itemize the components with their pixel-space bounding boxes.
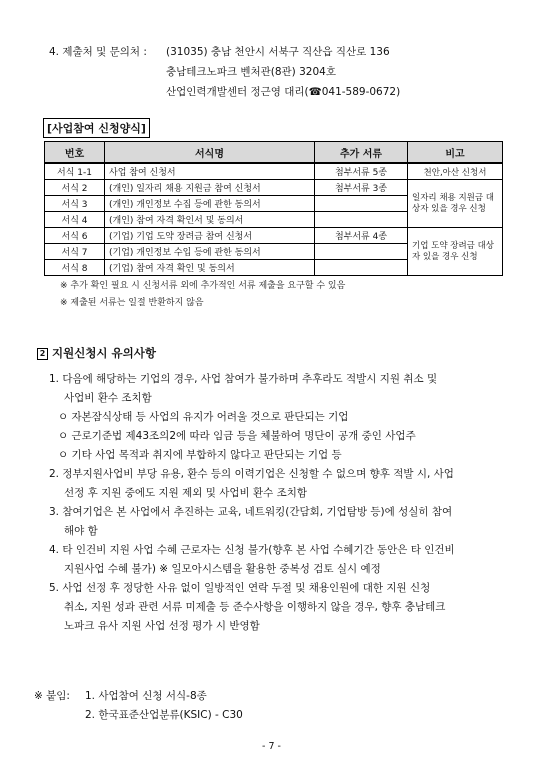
notice-item-5-cont: 노파크 유사 지원 사업 선정 평가 시 반영함 xyxy=(64,620,260,632)
row-form-name: (개인) 참여 자격 확인서 및 동의서 xyxy=(105,212,315,228)
notice-item-4-cont: 지원사업 수혜 불가) ※ 일모아시스템을 활용한 중복성 검토 실시 예정 xyxy=(64,563,381,575)
col-header-number: 번호 xyxy=(45,142,105,164)
attachments-label: ※ 붙임: xyxy=(34,690,70,702)
table-row xyxy=(45,228,503,244)
row-number: 서식 7 xyxy=(45,244,105,260)
row-remarks-group-individual: 일자리 채용 지원금 대상자 있을 경우 신청 xyxy=(408,180,503,228)
row-number: 서식 3 xyxy=(45,196,105,212)
row-remarks-group-company: 기업 도약 장려금 대상자 있을 경우 신청 xyxy=(408,228,503,276)
notice-item-5: 5. 사업 선정 후 정당한 사유 없이 일방적인 연락 두절 및 채용인원에 대한 지원 신청 xyxy=(49,582,431,594)
footnote-no-return: ※ 제출된 서류는 일절 반환하지 않음 xyxy=(60,298,204,308)
contact-label: 4. 제출처 및 문의처 : xyxy=(49,46,147,58)
row-number: 서식 1-1 xyxy=(45,163,105,180)
attachment-item-2: 2. 한국표준산업분류(KSIC) - C30 xyxy=(85,709,243,721)
page-number: - 7 - xyxy=(262,741,281,752)
notice-item-1: 1. 다음에 해당하는 기업의 경우, 사업 참여가 불가하며 추후라도 적발시 지원 취소 및 xyxy=(49,373,438,385)
forms-table xyxy=(44,141,503,276)
notice-item-2-cont: 선정 후 지원 중에도 지원 제외 및 사업비 환수 조치함 xyxy=(64,487,308,499)
section2-title xyxy=(37,345,156,361)
row-number: 서식 2 xyxy=(45,180,105,196)
notice-item-3: 3. 참여기업은 본 사업에서 추진하는 교육, 네트워킹(간담회, 기업탐방 등)에 성실히 참여 xyxy=(49,506,453,518)
row-form-name: (개인) 일자리 채용 지원금 참여 신청서 xyxy=(105,180,315,196)
notice-subitem: ㅇ 기타 사업 목적과 취지에 부합하지 않다고 판단되는 기업 등 xyxy=(58,449,342,461)
row-extra-docs: 첨부서류 3종 xyxy=(315,180,408,196)
table-row xyxy=(45,163,503,180)
table-header-row xyxy=(45,142,503,164)
footnote-additional-docs: ※ 추가 확인 필요 시 신청서류 외에 추가적인 서류 제출을 요구할 수 있음 xyxy=(60,281,346,291)
contact-person: 산업인력개발센터 정근영 대리(☎041-589-0672) xyxy=(166,86,401,98)
col-header-extra-docs: 추가 서류 xyxy=(315,142,408,164)
notice-item-5-cont: 취소, 지원 성과 관련 서류 미제출 등 준수사항을 이행하지 않을 경우, 향후 충남테크 xyxy=(64,601,446,613)
row-number: 서식 6 xyxy=(45,228,105,244)
row-extra-docs: 첨부서류 4종 xyxy=(315,228,408,244)
row-form-name: (기업) 참여 자격 확인 및 동의서 xyxy=(105,260,315,276)
row-extra-docs xyxy=(315,196,408,212)
section2-title-text: 지원신청시 유의사항 xyxy=(52,346,156,360)
row-extra-docs: 첨부서류 5종 xyxy=(315,163,408,180)
row-extra-docs xyxy=(315,260,408,276)
notice-item-2: 2. 정부지원사업비 부당 유용, 환수 등의 이력기업은 신청할 수 없으며 향후 적발 시, 사업 xyxy=(49,468,454,480)
notice-item-3-cont: 해야 함 xyxy=(64,525,98,537)
row-form-name: 사업 참여 신청서 xyxy=(105,163,315,180)
notice-item-1-cont: 사업비 환수 조치함 xyxy=(64,392,152,404)
contact-address: (31035) 충남 천안시 서북구 직산읍 직산로 136 xyxy=(166,46,390,58)
notice-subitem: ㅇ 자본잠식상태 등 사업의 유지가 어려울 것으로 판단되는 기업 xyxy=(58,411,349,423)
row-number: 서식 4 xyxy=(45,212,105,228)
contact-building: 충남테크노파크 벤처관(8관) 3204호 xyxy=(166,66,336,78)
section2-number: 2 xyxy=(37,348,48,360)
col-header-remarks: 비고 xyxy=(408,142,503,164)
row-extra-docs xyxy=(315,244,408,260)
row-form-name: (기업) 기업 도약 장려금 참여 신청서 xyxy=(105,228,315,244)
row-extra-docs xyxy=(315,212,408,228)
notice-subitem: ㅇ 근로기준법 제43조의2에 따라 임금 등을 체불하여 명단이 공개 중인 사업주 xyxy=(58,430,416,442)
row-form-name: (개인) 개인정보 수집 등에 관한 동의서 xyxy=(105,196,315,212)
row-number: 서식 8 xyxy=(45,260,105,276)
forms-section-title: [사업참여 신청양식] xyxy=(43,118,150,138)
col-header-form-name: 서식명 xyxy=(105,142,315,164)
attachment-item-1: 1. 사업참여 신청 서식-8종 xyxy=(85,690,207,702)
notice-item-4: 4. 타 인건비 지원 사업 수혜 근로자는 신청 불가(향후 본 사업 수혜기간 동안은 타 인건비 xyxy=(49,544,455,556)
row-remarks: 천안,아산 신청서 xyxy=(408,163,503,180)
row-form-name: (기업) 개인정보 수입 등에 관한 동의서 xyxy=(105,244,315,260)
table-row xyxy=(45,180,503,196)
